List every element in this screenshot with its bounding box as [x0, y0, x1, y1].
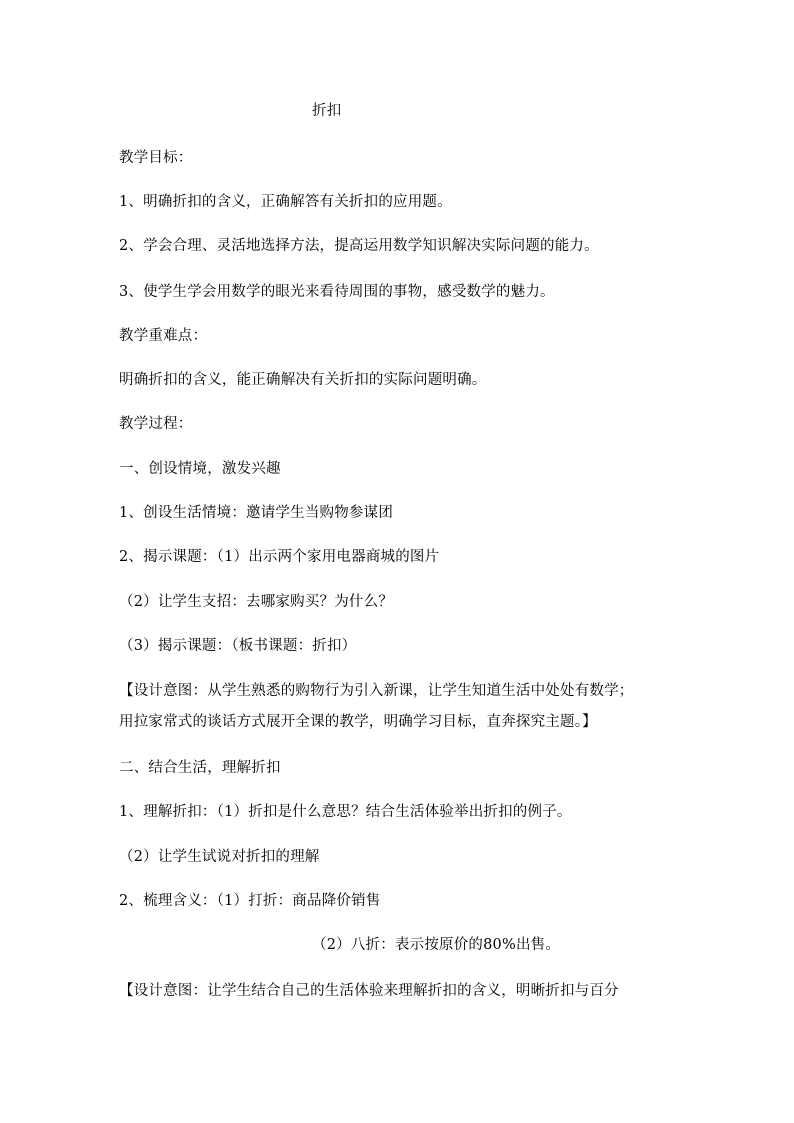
process-step-2-1-b: （2）让学生试说对折扣的理解: [119, 849, 320, 865]
section-heading-process: 教学过程：: [119, 416, 193, 432]
section-heading-key-points: 教学重难点：: [119, 328, 208, 344]
objective-item-1: 1、明确折扣的含义，正确解答有关折扣的应用题。: [119, 194, 452, 210]
process-step-2-2-b: （2）八折：表示按原价的80%出售。: [312, 937, 561, 953]
section-heading-objectives: 教学目标：: [119, 150, 193, 166]
process-step-1-2-c: （3）揭示课题：（板书课题：折扣）: [119, 638, 357, 654]
objective-item-3: 3、使学生学会用数学的眼光来看待周围的事物，感受数学的魅力。: [119, 284, 555, 300]
process-step-2-2: 2、梳理含义：（1）打折：商品降价销售: [119, 893, 381, 909]
process-step-2-1: 1、理解折扣：（1）折扣是什么意思？结合生活体验举出折扣的例子。: [119, 804, 572, 820]
document-title: 折扣: [312, 103, 342, 119]
key-points-text: 明确折扣的含义，能正确解决有关折扣的实际问题明确。: [119, 372, 487, 388]
design-intent-2-line-1: 【设计意图：让学生结合自己的生活体验来理解折扣的含义，明晰折扣与百分: [119, 983, 619, 999]
objective-item-2: 2、学会合理、灵活地选择方法，提高运用数学知识解决实际问题的能力。: [119, 238, 599, 254]
process-part-1-heading: 一、创设情境，激发兴趣: [119, 461, 281, 477]
process-step-1-2: 2、揭示课题：（1）出示两个家用电器商城的图片: [119, 549, 440, 565]
process-step-1-1: 1、创设生活情境：邀请学生当购物参谋团: [119, 505, 394, 521]
process-part-2-heading: 二、结合生活，理解折扣: [119, 760, 281, 776]
design-intent-1-line-2: 用拉家常式的谈话方式展开全课的教学，明确学习目标，直奔探究主题。】: [119, 714, 597, 730]
process-step-1-2-b: （2）让学生支招：去哪家购买？为什么？: [119, 594, 394, 610]
design-intent-1-line-1: 【设计意图：从学生熟悉的购物行为引入新课，让学生知道生活中处处有数学；: [119, 683, 634, 699]
